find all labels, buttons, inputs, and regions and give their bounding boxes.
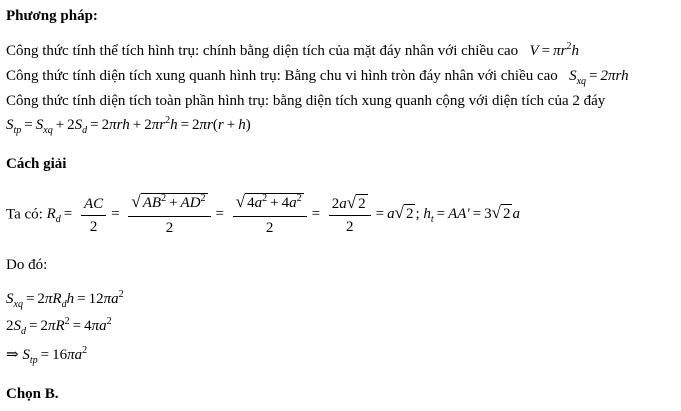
total-area-formula-text: Công thức tính diện tích toàn phần hình trụ: bằng diện tích xung quanh cộng với diện tích của 2 đáy xyxy=(6,93,606,109)
volume-formula-line xyxy=(6,43,579,60)
solution-heading: Cách giải xyxy=(6,156,67,172)
lateral-area-formula-text: Công thức tính diện tích xung quanh hình trụ: Bằng chu vi hình tròn đáy nhân với chiều cao xyxy=(6,68,558,84)
radius-formula: $R_d$ = $\frac{AC}{2}$ = √ $AB^2 + AD^2$ 2 = √ $4a^2 + 4a^2$ 2 = 2a √ 2 2 = a √ 2 ; $h_t = AA' = 3$ √ 2 a xyxy=(46,192,520,236)
method-heading: Phương pháp: xyxy=(6,8,98,24)
total-area-formula: $S_{tp} = S_{xq} + 2S_d = 2\pi rh + 2\pi r^2h = 2\pi r(r + h)$ xyxy=(6,115,251,136)
lateral-area-formula: $S_{xq} = 2\pi rh$ xyxy=(561,68,629,87)
base-area-result: $2S_d = 2\pi R^2 = 4\pi a^2$ xyxy=(6,316,112,337)
lateral-area-formula-line xyxy=(6,68,629,85)
therefore-label: Do đó: xyxy=(6,257,48,273)
radius-calculation-line xyxy=(6,193,520,237)
intro-label: Ta có: xyxy=(6,206,43,223)
total-area-result: ⇒ $S_{tp} = 16\pi a^2$ xyxy=(6,345,88,366)
volume-formula: $V = \pi r^2h$ xyxy=(521,41,579,59)
volume-formula-text: Công thức tính thể tích hình trụ: chính bằng diện tích của mặt đáy nhân với chiều cao xyxy=(6,43,519,59)
answer-label: Chọn B. xyxy=(6,386,59,402)
lateral-area-result: $S_{xq} = 2\pi R_dh = 12\pi a^2$ xyxy=(6,289,124,310)
